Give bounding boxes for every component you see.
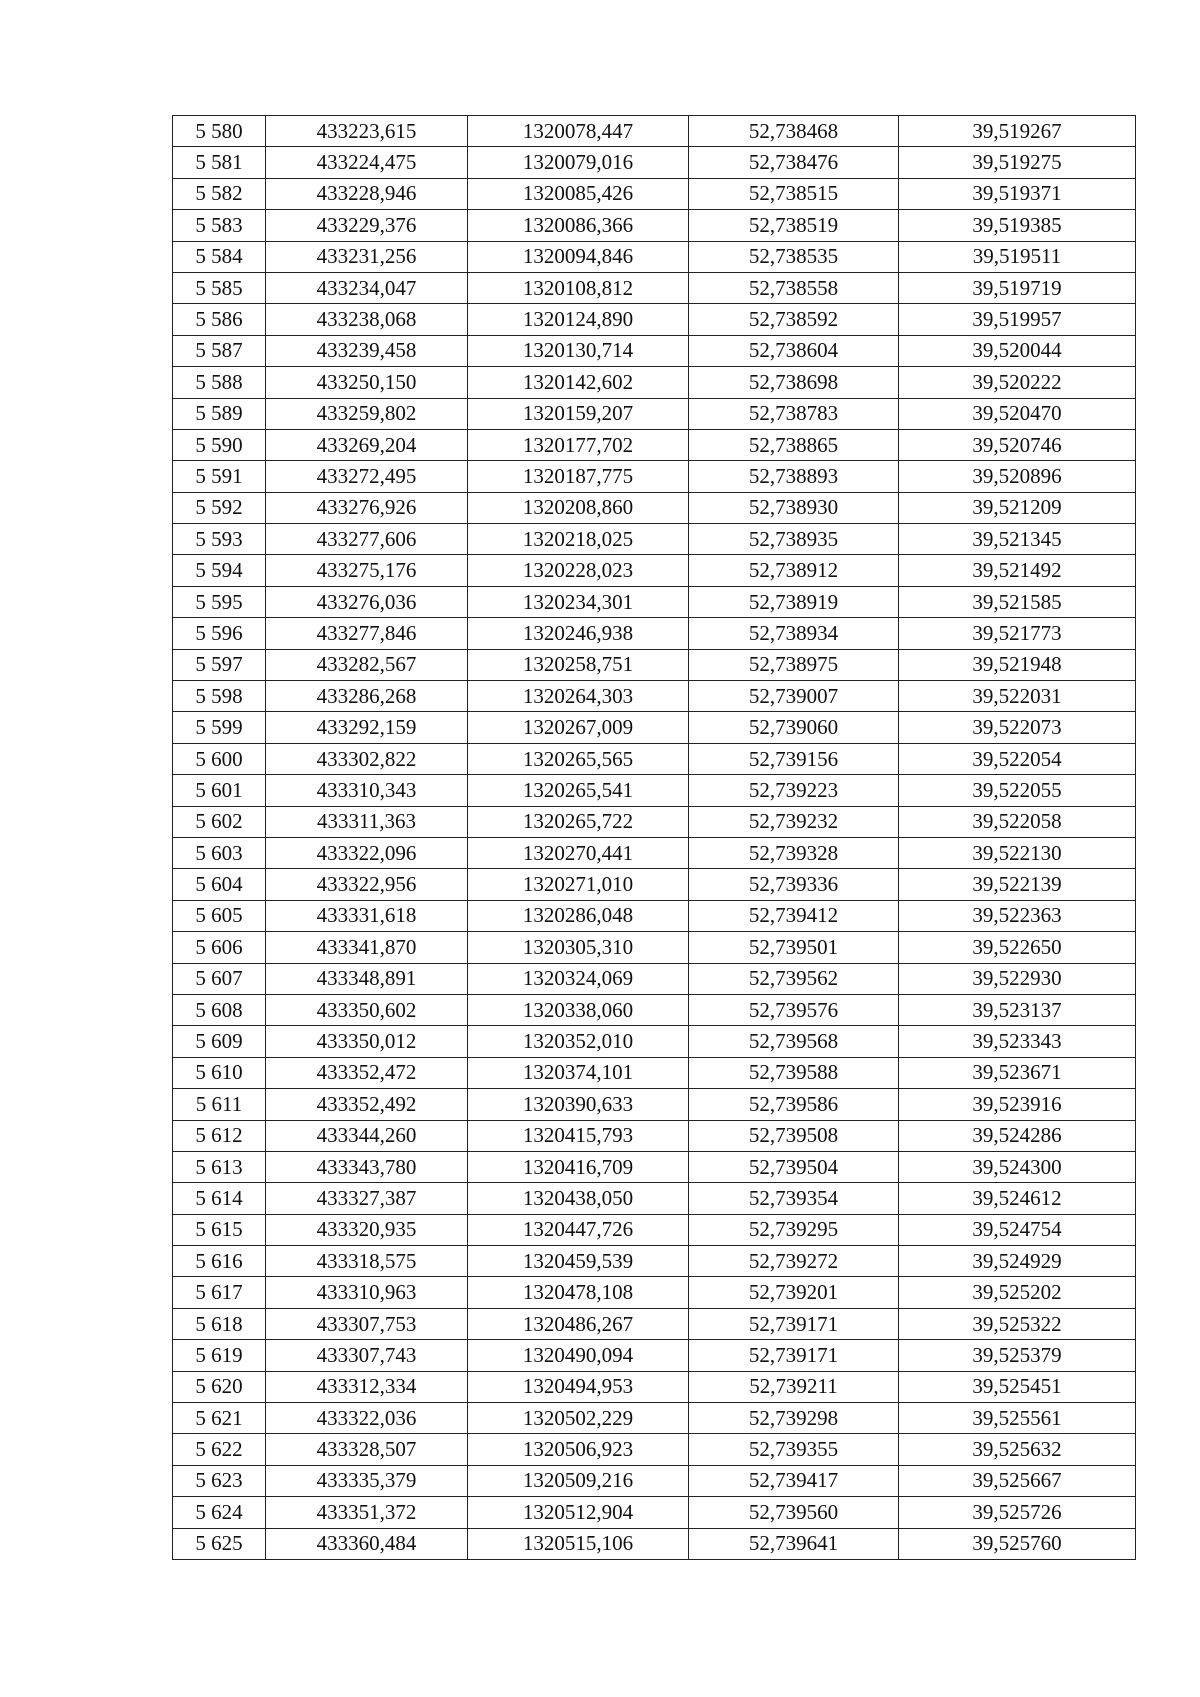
latitude-cell: 52,738935 <box>689 524 899 555</box>
table-row <box>173 869 1136 900</box>
longitude-cell: 39,522073 <box>899 712 1136 743</box>
table-row <box>173 806 1136 837</box>
x-coordinate-cell: 433275,176 <box>266 555 468 586</box>
point-number-cell: 5 597 <box>173 649 266 680</box>
latitude-cell: 52,739211 <box>689 1371 899 1402</box>
x-coordinate-cell: 433282,567 <box>266 649 468 680</box>
longitude-cell: 39,524754 <box>899 1214 1136 1245</box>
table-row <box>173 1026 1136 1057</box>
point-number-cell: 5 613 <box>173 1151 266 1182</box>
table-row <box>173 1371 1136 1402</box>
longitude-cell: 39,522058 <box>899 806 1136 837</box>
table-row <box>173 1120 1136 1151</box>
x-coordinate-cell: 433328,507 <box>266 1434 468 1465</box>
table-row <box>173 147 1136 178</box>
x-coordinate-cell: 433277,846 <box>266 618 468 649</box>
latitude-cell: 52,739504 <box>689 1151 899 1182</box>
y-coordinate-cell: 1320079,016 <box>468 147 689 178</box>
point-number-cell: 5 612 <box>173 1120 266 1151</box>
table-row <box>173 116 1136 147</box>
point-number-cell: 5 595 <box>173 586 266 617</box>
point-number-cell: 5 610 <box>173 1057 266 1088</box>
latitude-cell: 52,738865 <box>689 429 899 460</box>
latitude-cell: 52,739354 <box>689 1183 899 1214</box>
y-coordinate-cell: 1320265,722 <box>468 806 689 837</box>
latitude-cell: 52,739501 <box>689 932 899 963</box>
y-coordinate-cell: 1320218,025 <box>468 524 689 555</box>
table-row <box>173 461 1136 492</box>
table-row <box>173 618 1136 649</box>
latitude-cell: 52,738604 <box>689 335 899 366</box>
x-coordinate-cell: 433276,926 <box>266 492 468 523</box>
point-number-cell: 5 585 <box>173 272 266 303</box>
table-row <box>173 335 1136 366</box>
point-number-cell: 5 580 <box>173 116 266 147</box>
longitude-cell: 39,521492 <box>899 555 1136 586</box>
y-coordinate-cell: 1320486,267 <box>468 1308 689 1339</box>
point-number-cell: 5 583 <box>173 210 266 241</box>
x-coordinate-cell: 433276,036 <box>266 586 468 617</box>
latitude-cell: 52,739171 <box>689 1308 899 1339</box>
longitude-cell: 39,522055 <box>899 775 1136 806</box>
point-number-cell: 5 589 <box>173 398 266 429</box>
latitude-cell: 52,738535 <box>689 241 899 272</box>
x-coordinate-cell: 433302,822 <box>266 743 468 774</box>
point-number-cell: 5 616 <box>173 1246 266 1277</box>
y-coordinate-cell: 1320208,860 <box>468 492 689 523</box>
point-number-cell: 5 591 <box>173 461 266 492</box>
y-coordinate-cell: 1320515,106 <box>468 1528 689 1559</box>
table-row <box>173 1308 1136 1339</box>
longitude-cell: 39,525760 <box>899 1528 1136 1559</box>
longitude-cell: 39,525379 <box>899 1340 1136 1371</box>
point-number-cell: 5 582 <box>173 178 266 209</box>
y-coordinate-cell: 1320509,216 <box>468 1465 689 1496</box>
longitude-cell: 39,520470 <box>899 398 1136 429</box>
point-number-cell: 5 588 <box>173 367 266 398</box>
latitude-cell: 52,739223 <box>689 775 899 806</box>
x-coordinate-cell: 433307,753 <box>266 1308 468 1339</box>
latitude-cell: 52,738476 <box>689 147 899 178</box>
longitude-cell: 39,519371 <box>899 178 1136 209</box>
latitude-cell: 52,738893 <box>689 461 899 492</box>
longitude-cell: 39,524612 <box>899 1183 1136 1214</box>
latitude-cell: 52,738783 <box>689 398 899 429</box>
y-coordinate-cell: 1320459,539 <box>468 1246 689 1277</box>
latitude-cell: 52,739201 <box>689 1277 899 1308</box>
latitude-cell: 52,738934 <box>689 618 899 649</box>
table-row <box>173 210 1136 241</box>
y-coordinate-cell: 1320094,846 <box>468 241 689 272</box>
x-coordinate-cell: 433352,492 <box>266 1089 468 1120</box>
x-coordinate-cell: 433310,963 <box>266 1277 468 1308</box>
point-number-cell: 5 611 <box>173 1089 266 1120</box>
latitude-cell: 52,739355 <box>689 1434 899 1465</box>
x-coordinate-cell: 433269,204 <box>266 429 468 460</box>
longitude-cell: 39,519719 <box>899 272 1136 303</box>
longitude-cell: 39,522930 <box>899 963 1136 994</box>
point-number-cell: 5 603 <box>173 837 266 868</box>
latitude-cell: 52,739272 <box>689 1246 899 1277</box>
y-coordinate-cell: 1320352,010 <box>468 1026 689 1057</box>
table-row <box>173 649 1136 680</box>
x-coordinate-cell: 433327,387 <box>266 1183 468 1214</box>
x-coordinate-cell: 433272,495 <box>266 461 468 492</box>
latitude-cell: 52,739060 <box>689 712 899 743</box>
latitude-cell: 52,739641 <box>689 1528 899 1559</box>
latitude-cell: 52,738558 <box>689 272 899 303</box>
table-row <box>173 586 1136 617</box>
x-coordinate-cell: 433343,780 <box>266 1151 468 1182</box>
point-number-cell: 5 584 <box>173 241 266 272</box>
x-coordinate-cell: 433234,047 <box>266 272 468 303</box>
table-row <box>173 1183 1136 1214</box>
y-coordinate-cell: 1320258,751 <box>468 649 689 680</box>
x-coordinate-cell: 433311,363 <box>266 806 468 837</box>
latitude-cell: 52,739156 <box>689 743 899 774</box>
point-number-cell: 5 606 <box>173 932 266 963</box>
longitude-cell: 39,523671 <box>899 1057 1136 1088</box>
longitude-cell: 39,520222 <box>899 367 1136 398</box>
point-number-cell: 5 615 <box>173 1214 266 1245</box>
x-coordinate-cell: 433229,376 <box>266 210 468 241</box>
latitude-cell: 52,739562 <box>689 963 899 994</box>
y-coordinate-cell: 1320415,793 <box>468 1120 689 1151</box>
table-row <box>173 367 1136 398</box>
table-row <box>173 932 1136 963</box>
y-coordinate-cell: 1320265,541 <box>468 775 689 806</box>
y-coordinate-cell: 1320234,301 <box>468 586 689 617</box>
longitude-cell: 39,520896 <box>899 461 1136 492</box>
y-coordinate-cell: 1320490,094 <box>468 1340 689 1371</box>
latitude-cell: 52,738698 <box>689 367 899 398</box>
longitude-cell: 39,525561 <box>899 1403 1136 1434</box>
longitude-cell: 39,525451 <box>899 1371 1136 1402</box>
x-coordinate-cell: 433239,458 <box>266 335 468 366</box>
x-coordinate-cell: 433238,068 <box>266 304 468 335</box>
table-row <box>173 492 1136 523</box>
latitude-cell: 52,738592 <box>689 304 899 335</box>
point-number-cell: 5 622 <box>173 1434 266 1465</box>
x-coordinate-cell: 433360,484 <box>266 1528 468 1559</box>
latitude-cell: 52,738468 <box>689 116 899 147</box>
y-coordinate-cell: 1320438,050 <box>468 1183 689 1214</box>
table-row <box>173 743 1136 774</box>
longitude-cell: 39,525322 <box>899 1308 1136 1339</box>
longitude-cell: 39,524929 <box>899 1246 1136 1277</box>
longitude-cell: 39,519275 <box>899 147 1136 178</box>
point-number-cell: 5 601 <box>173 775 266 806</box>
point-number-cell: 5 619 <box>173 1340 266 1371</box>
latitude-cell: 52,739417 <box>689 1465 899 1496</box>
longitude-cell: 39,523343 <box>899 1026 1136 1057</box>
table-row <box>173 1465 1136 1496</box>
table-row <box>173 1246 1136 1277</box>
x-coordinate-cell: 433351,372 <box>266 1497 468 1528</box>
point-number-cell: 5 593 <box>173 524 266 555</box>
y-coordinate-cell: 1320078,447 <box>468 116 689 147</box>
longitude-cell: 39,520044 <box>899 335 1136 366</box>
y-coordinate-cell: 1320506,923 <box>468 1434 689 1465</box>
y-coordinate-cell: 1320108,812 <box>468 272 689 303</box>
longitude-cell: 39,519385 <box>899 210 1136 241</box>
latitude-cell: 52,739560 <box>689 1497 899 1528</box>
y-coordinate-cell: 1320447,726 <box>468 1214 689 1245</box>
longitude-cell: 39,522130 <box>899 837 1136 868</box>
x-coordinate-cell: 433344,260 <box>266 1120 468 1151</box>
latitude-cell: 52,738919 <box>689 586 899 617</box>
y-coordinate-cell: 1320124,890 <box>468 304 689 335</box>
point-number-cell: 5 596 <box>173 618 266 649</box>
x-coordinate-cell: 433312,334 <box>266 1371 468 1402</box>
table-row <box>173 1340 1136 1371</box>
table-row <box>173 837 1136 868</box>
x-coordinate-cell: 433292,159 <box>266 712 468 743</box>
latitude-cell: 52,739232 <box>689 806 899 837</box>
longitude-cell: 39,523137 <box>899 994 1136 1025</box>
y-coordinate-cell: 1320478,108 <box>468 1277 689 1308</box>
longitude-cell: 39,524300 <box>899 1151 1136 1182</box>
longitude-cell: 39,519267 <box>899 116 1136 147</box>
table-row <box>173 429 1136 460</box>
x-coordinate-cell: 433322,036 <box>266 1403 468 1434</box>
y-coordinate-cell: 1320270,441 <box>468 837 689 868</box>
table-row <box>173 1403 1136 1434</box>
table-row <box>173 555 1136 586</box>
point-number-cell: 5 618 <box>173 1308 266 1339</box>
latitude-cell: 52,738930 <box>689 492 899 523</box>
point-number-cell: 5 581 <box>173 147 266 178</box>
y-coordinate-cell: 1320177,702 <box>468 429 689 460</box>
x-coordinate-cell: 433331,618 <box>266 900 468 931</box>
table-row <box>173 1214 1136 1245</box>
x-coordinate-cell: 433348,891 <box>266 963 468 994</box>
x-coordinate-cell: 433286,268 <box>266 681 468 712</box>
y-coordinate-cell: 1320338,060 <box>468 994 689 1025</box>
table-row <box>173 272 1136 303</box>
table-row <box>173 1497 1136 1528</box>
longitude-cell: 39,522054 <box>899 743 1136 774</box>
longitude-cell: 39,521209 <box>899 492 1136 523</box>
longitude-cell: 39,522031 <box>899 681 1136 712</box>
y-coordinate-cell: 1320228,023 <box>468 555 689 586</box>
latitude-cell: 52,738519 <box>689 210 899 241</box>
point-number-cell: 5 586 <box>173 304 266 335</box>
latitude-cell: 52,739412 <box>689 900 899 931</box>
latitude-cell: 52,739336 <box>689 869 899 900</box>
table-row <box>173 398 1136 429</box>
latitude-cell: 52,739508 <box>689 1120 899 1151</box>
point-number-cell: 5 602 <box>173 806 266 837</box>
x-coordinate-cell: 433341,870 <box>266 932 468 963</box>
table-row <box>173 775 1136 806</box>
x-coordinate-cell: 433335,379 <box>266 1465 468 1496</box>
x-coordinate-cell: 433352,472 <box>266 1057 468 1088</box>
table-row <box>173 681 1136 712</box>
point-number-cell: 5 624 <box>173 1497 266 1528</box>
latitude-cell: 52,739586 <box>689 1089 899 1120</box>
longitude-cell: 39,525632 <box>899 1434 1136 1465</box>
x-coordinate-cell: 433231,256 <box>266 241 468 272</box>
latitude-cell: 52,739328 <box>689 837 899 868</box>
point-number-cell: 5 614 <box>173 1183 266 1214</box>
point-number-cell: 5 598 <box>173 681 266 712</box>
longitude-cell: 39,519957 <box>899 304 1136 335</box>
x-coordinate-cell: 433322,096 <box>266 837 468 868</box>
latitude-cell: 52,739007 <box>689 681 899 712</box>
y-coordinate-cell: 1320265,565 <box>468 743 689 774</box>
point-number-cell: 5 600 <box>173 743 266 774</box>
longitude-cell: 39,524286 <box>899 1120 1136 1151</box>
y-coordinate-cell: 1320159,207 <box>468 398 689 429</box>
longitude-cell: 39,525202 <box>899 1277 1136 1308</box>
x-coordinate-cell: 433307,743 <box>266 1340 468 1371</box>
longitude-cell: 39,521585 <box>899 586 1136 617</box>
y-coordinate-cell: 1320502,229 <box>468 1403 689 1434</box>
x-coordinate-cell: 433277,606 <box>266 524 468 555</box>
x-coordinate-cell: 433224,475 <box>266 147 468 178</box>
point-number-cell: 5 609 <box>173 1026 266 1057</box>
point-number-cell: 5 621 <box>173 1403 266 1434</box>
point-number-cell: 5 607 <box>173 963 266 994</box>
latitude-cell: 52,739298 <box>689 1403 899 1434</box>
latitude-cell: 52,739295 <box>689 1214 899 1245</box>
table-row <box>173 304 1136 335</box>
y-coordinate-cell: 1320324,069 <box>468 963 689 994</box>
y-coordinate-cell: 1320086,366 <box>468 210 689 241</box>
latitude-cell: 52,739568 <box>689 1026 899 1057</box>
y-coordinate-cell: 1320390,633 <box>468 1089 689 1120</box>
point-number-cell: 5 605 <box>173 900 266 931</box>
x-coordinate-cell: 433228,946 <box>266 178 468 209</box>
point-number-cell: 5 594 <box>173 555 266 586</box>
table-row <box>173 524 1136 555</box>
latitude-cell: 52,738912 <box>689 555 899 586</box>
point-number-cell: 5 608 <box>173 994 266 1025</box>
y-coordinate-cell: 1320374,101 <box>468 1057 689 1088</box>
y-coordinate-cell: 1320085,426 <box>468 178 689 209</box>
longitude-cell: 39,521345 <box>899 524 1136 555</box>
table-row <box>173 712 1136 743</box>
y-coordinate-cell: 1320267,009 <box>468 712 689 743</box>
point-number-cell: 5 620 <box>173 1371 266 1402</box>
point-number-cell: 5 590 <box>173 429 266 460</box>
point-number-cell: 5 587 <box>173 335 266 366</box>
table-row <box>173 1277 1136 1308</box>
table-row <box>173 1151 1136 1182</box>
y-coordinate-cell: 1320512,904 <box>468 1497 689 1528</box>
latitude-cell: 52,738515 <box>689 178 899 209</box>
table-row <box>173 1528 1136 1559</box>
table-row <box>173 900 1136 931</box>
table-row <box>173 241 1136 272</box>
y-coordinate-cell: 1320305,310 <box>468 932 689 963</box>
latitude-cell: 52,739588 <box>689 1057 899 1088</box>
coordinates-table <box>172 115 1136 1560</box>
y-coordinate-cell: 1320187,775 <box>468 461 689 492</box>
x-coordinate-cell: 433320,935 <box>266 1214 468 1245</box>
longitude-cell: 39,521773 <box>899 618 1136 649</box>
table-row <box>173 1089 1136 1120</box>
table-row <box>173 963 1136 994</box>
point-number-cell: 5 617 <box>173 1277 266 1308</box>
latitude-cell: 52,739171 <box>689 1340 899 1371</box>
table-row <box>173 994 1136 1025</box>
x-coordinate-cell: 433223,615 <box>266 116 468 147</box>
point-number-cell: 5 623 <box>173 1465 266 1496</box>
longitude-cell: 39,525667 <box>899 1465 1136 1496</box>
table-row <box>173 178 1136 209</box>
y-coordinate-cell: 1320130,714 <box>468 335 689 366</box>
y-coordinate-cell: 1320286,048 <box>468 900 689 931</box>
x-coordinate-cell: 433250,150 <box>266 367 468 398</box>
y-coordinate-cell: 1320416,709 <box>468 1151 689 1182</box>
x-coordinate-cell: 433259,802 <box>266 398 468 429</box>
x-coordinate-cell: 433310,343 <box>266 775 468 806</box>
x-coordinate-cell: 433350,602 <box>266 994 468 1025</box>
longitude-cell: 39,520746 <box>899 429 1136 460</box>
latitude-cell: 52,739576 <box>689 994 899 1025</box>
latitude-cell: 52,738975 <box>689 649 899 680</box>
x-coordinate-cell: 433350,012 <box>266 1026 468 1057</box>
longitude-cell: 39,521948 <box>899 649 1136 680</box>
point-number-cell: 5 604 <box>173 869 266 900</box>
table-row <box>173 1434 1136 1465</box>
y-coordinate-cell: 1320494,953 <box>468 1371 689 1402</box>
point-number-cell: 5 625 <box>173 1528 266 1559</box>
longitude-cell: 39,525726 <box>899 1497 1136 1528</box>
coordinates-table-body <box>173 116 1136 1560</box>
longitude-cell: 39,522650 <box>899 932 1136 963</box>
y-coordinate-cell: 1320246,938 <box>468 618 689 649</box>
longitude-cell: 39,519511 <box>899 241 1136 272</box>
y-coordinate-cell: 1320264,303 <box>468 681 689 712</box>
point-number-cell: 5 599 <box>173 712 266 743</box>
y-coordinate-cell: 1320142,602 <box>468 367 689 398</box>
point-number-cell: 5 592 <box>173 492 266 523</box>
x-coordinate-cell: 433322,956 <box>266 869 468 900</box>
table-row <box>173 1057 1136 1088</box>
y-coordinate-cell: 1320271,010 <box>468 869 689 900</box>
longitude-cell: 39,523916 <box>899 1089 1136 1120</box>
longitude-cell: 39,522363 <box>899 900 1136 931</box>
longitude-cell: 39,522139 <box>899 869 1136 900</box>
x-coordinate-cell: 433318,575 <box>266 1246 468 1277</box>
